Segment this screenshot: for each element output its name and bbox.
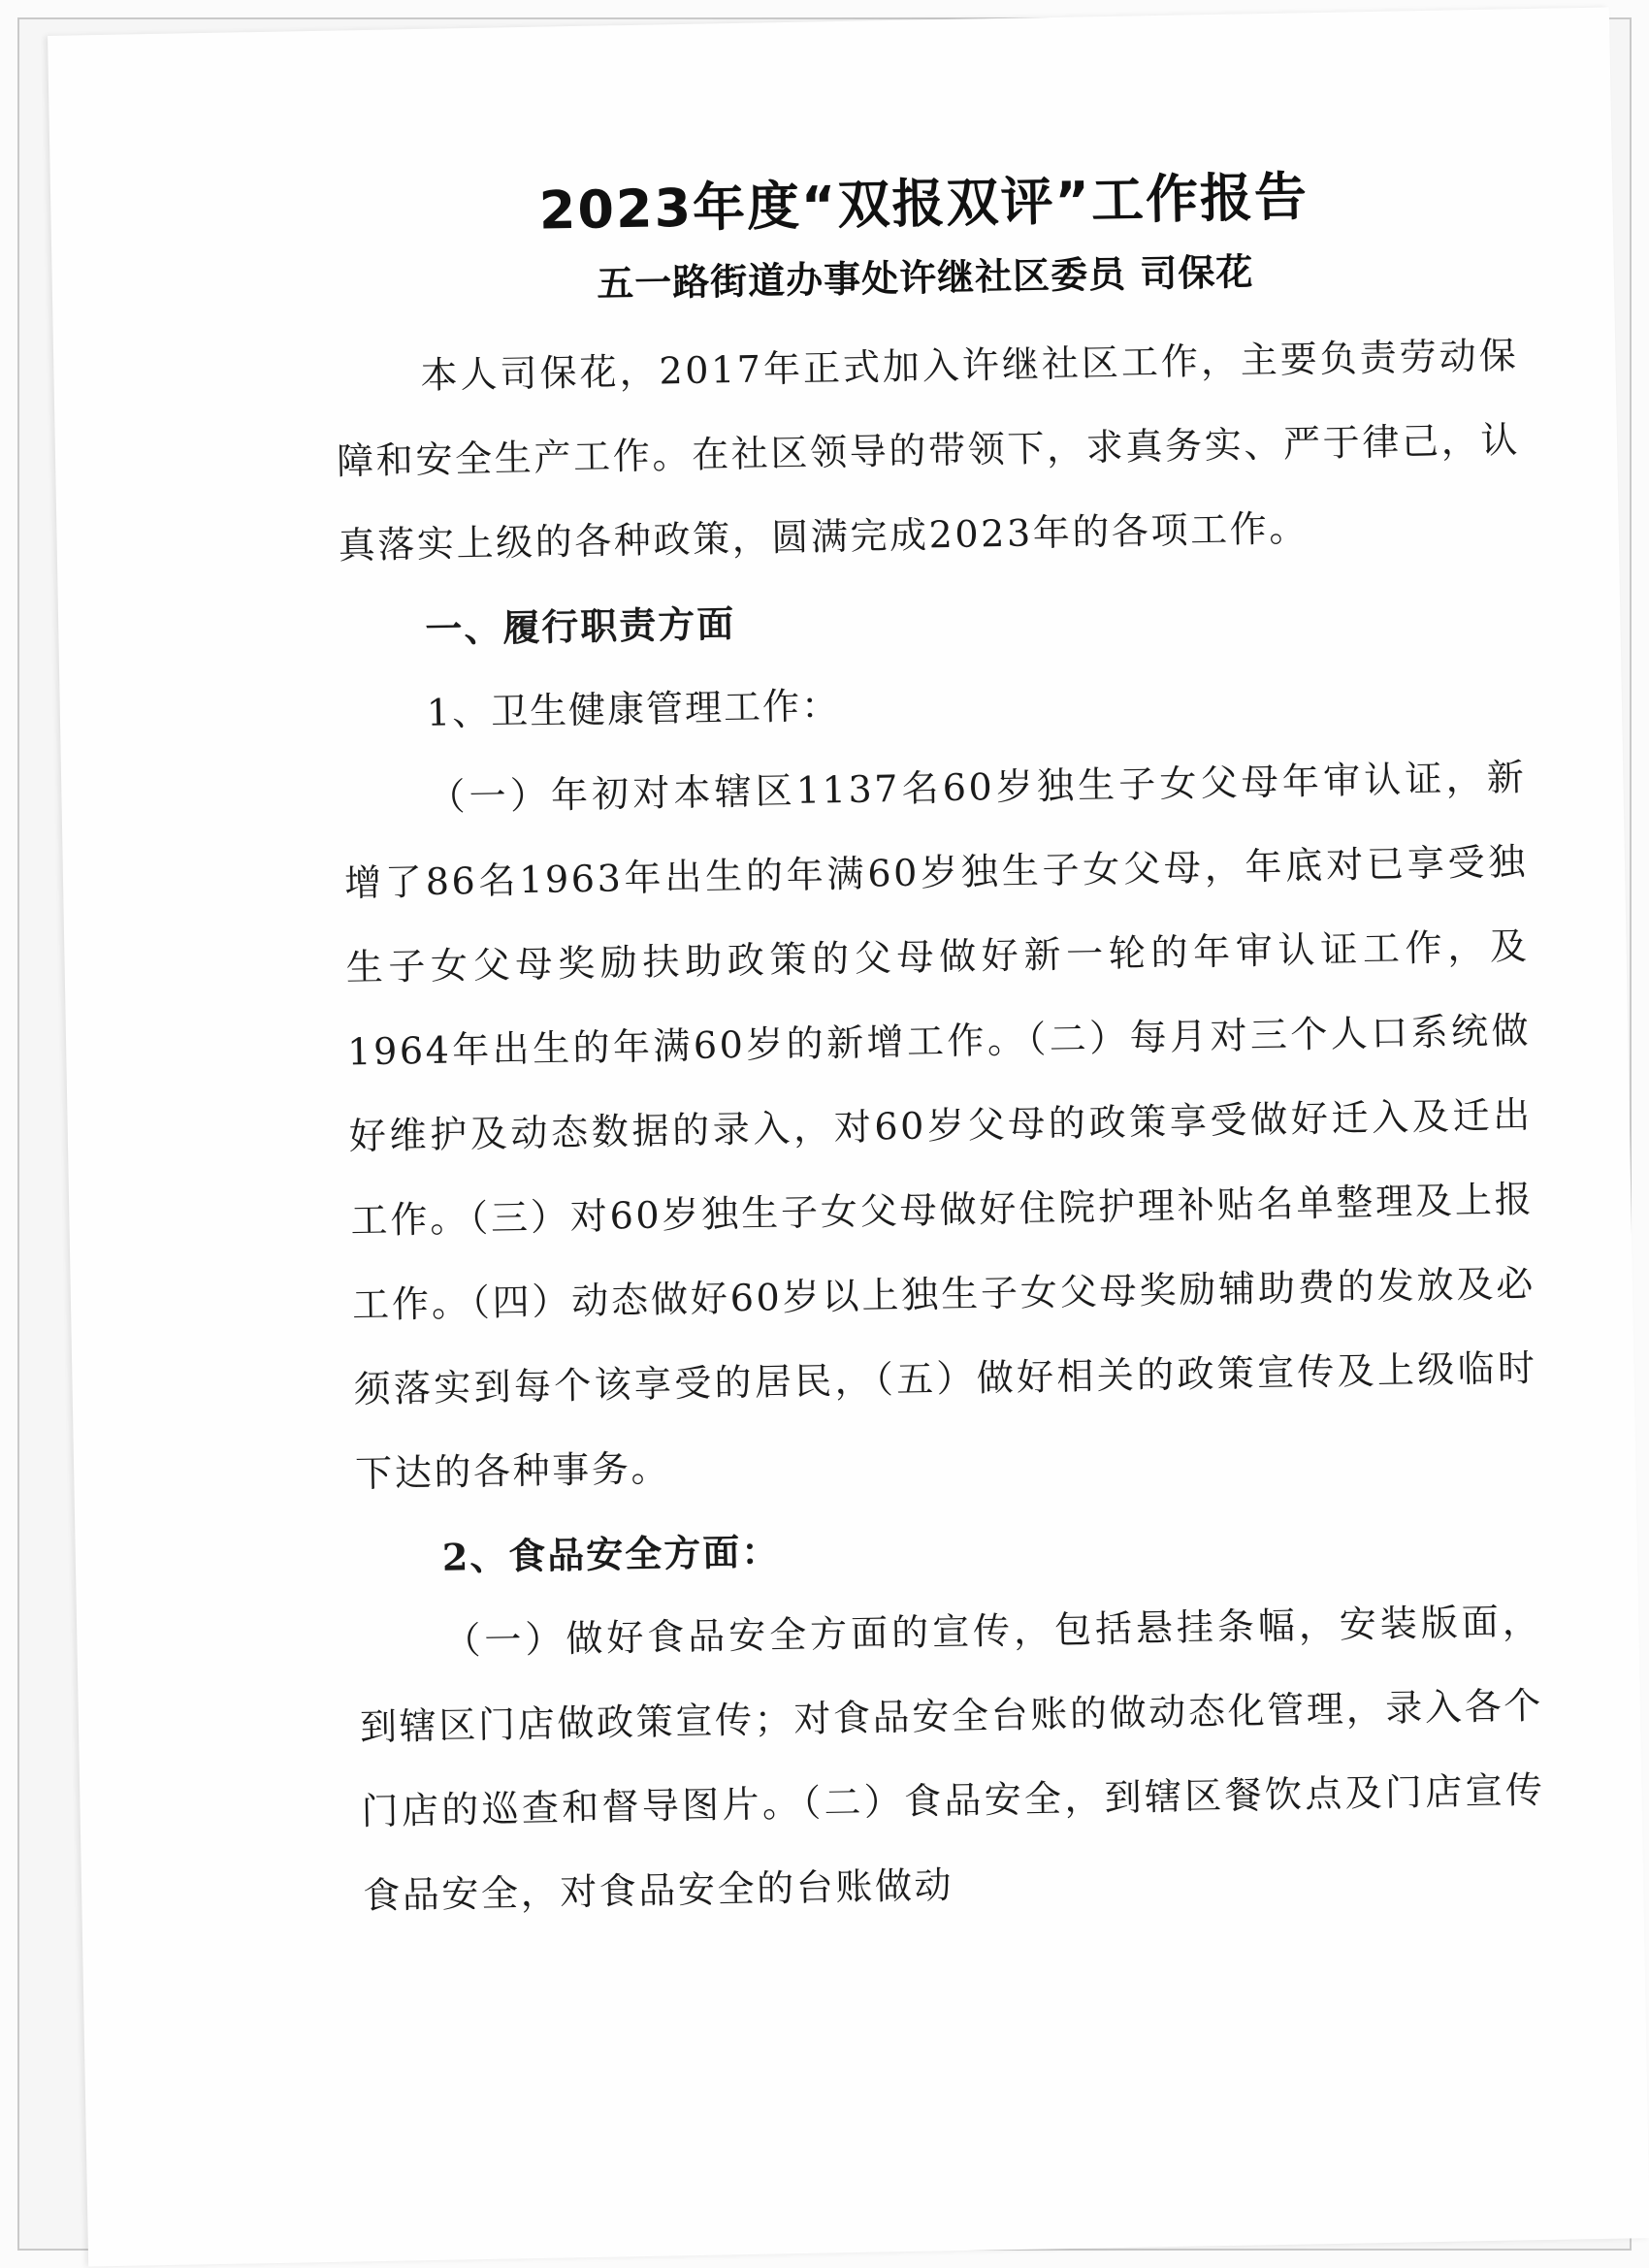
intro-paragraph: 本人司保花，2017年正式加入许继社区工作，主要负责劳动保障和安全生产工作。在社区领导的带领下，求真务实、严于律己，认真落实上级的各种政策，圆满完成2023年的各项工作。	[336, 334, 1521, 567]
report-title: 2023年度“双报双评”工作报告	[538, 166, 1310, 242]
health-work-paragraph: （一）年初对本辖区1137名60岁独生子女父母年审认证，新增了86名1963年出生的年满60岁独生子女父母，年底对已享受独生子女父母奖励扶助政策的父母做好新一轮的年审认证工作，及1964年出生的年满60岁的新增工作。（二）每月对三个人口系统做好维护及动态数据的录入，对60岁父母的政策享受做好迁入及迁出工作。（三）对60岁独生子女父母做好住院护理补贴名单整理及上报工作。（四）动态做好60岁以上独生子女父母奖励辅助费的发放及必须落实到每个该享受的居民，（五）做好相关的政策宣传及上级临时下达的各种事务。	[343, 756, 1537, 1496]
item-heading-food-safety: 2、食品安全方面：	[441, 1529, 781, 1579]
report-author-line: 五一路街道办事处许继社区委员 司保花	[596, 249, 1254, 306]
report-content	[332, 154, 1547, 1938]
section-heading-duties: 一、履行职责方面	[424, 601, 736, 651]
food-safety-paragraph: （一）做好食品安全方面的宣传，包括悬挂条幅，安装版面，到辖区门店做政策宣传；对食品安全台账的做动态化管理，录入各个门店的巡查和督导图片。（二）食品安全，到辖区餐饮点及门店宣传食品安全，对食品安全的台账做动	[359, 1599, 1545, 1918]
item-heading-health: 1、卫生健康管理工作：	[426, 684, 841, 734]
paper-sheet	[48, 7, 1649, 2266]
